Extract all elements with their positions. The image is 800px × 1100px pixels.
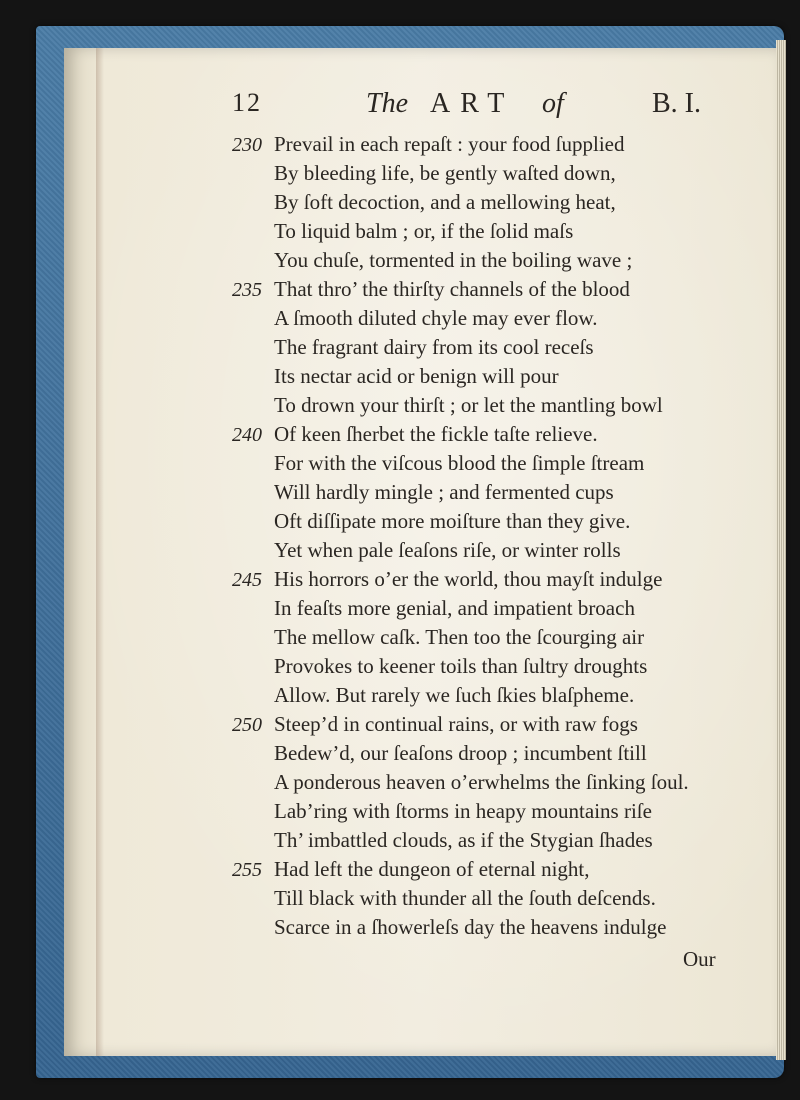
title-the: The — [366, 88, 408, 119]
line-text: Prevail in each repaſt : your food ſupplied — [274, 132, 625, 156]
title-art: ART — [430, 88, 515, 119]
line-text: By bleeding life, be gently waſted down, — [274, 161, 616, 185]
catchword: Our — [683, 947, 716, 971]
poem-line — [0, 248, 800, 277]
line-number: 250 — [232, 714, 262, 736]
line-text: By ſoft decoction, and a mellowing heat, — [274, 190, 616, 214]
line-text: Th’ imbattled clouds, as if the Stygian ſhades — [274, 828, 653, 852]
poem-line — [0, 625, 800, 654]
poem-line — [0, 219, 800, 248]
line-text: Yet when pale ſeaſons riſe, or winter rolls — [274, 538, 621, 562]
poem-line — [0, 799, 800, 828]
poem-line — [0, 509, 800, 538]
poem-line — [0, 306, 800, 335]
line-number: 255 — [232, 859, 262, 881]
poem-line — [0, 828, 800, 857]
line-text: Scarce in a ſhowerleſs day the heavens indulge — [274, 915, 667, 939]
poem-line — [0, 335, 800, 364]
poem-line — [0, 451, 800, 480]
line-text: Oft diſſipate more moiſture than they give. — [274, 509, 631, 533]
line-text: Steep’d in continual rains, or with raw fogs — [274, 712, 638, 736]
line-text: Allow. But rarely we ſuch ſkies blaſpheme. — [274, 683, 635, 707]
line-number: 240 — [232, 424, 262, 446]
line-text: For with the viſcous blood the ſimple ſtream — [274, 451, 645, 475]
poem-line — [0, 422, 800, 451]
poem-line — [0, 886, 800, 915]
poem-body — [0, 132, 800, 944]
line-text: Till black with thunder all the ſouth deſcends. — [274, 886, 656, 910]
poem-line — [0, 596, 800, 625]
poem-line — [0, 480, 800, 509]
line-text: To drown your thirſt ; or let the mantling bowl — [274, 393, 663, 417]
poem-line — [0, 654, 800, 683]
line-text: Will hardly mingle ; and fermented cups — [274, 480, 614, 504]
poem-line — [0, 712, 800, 741]
line-text: The fragrant dairy from its cool receſs — [274, 335, 594, 359]
line-text: That thro’ the thirſty channels of the blood — [274, 277, 630, 301]
poem-line — [0, 393, 800, 422]
line-text: Lab’ring with ſtorms in heapy mountains riſe — [274, 799, 652, 823]
line-number: 245 — [232, 569, 262, 591]
poem-line — [0, 190, 800, 219]
line-text: The mellow caſk. Then too the ſcourging air — [274, 625, 645, 649]
line-number: 235 — [232, 279, 262, 301]
line-text: You chuſe, tormented in the boiling wave ; — [274, 248, 633, 272]
poem-line — [0, 567, 800, 596]
poem-line — [0, 161, 800, 190]
page-number: 12 — [232, 88, 262, 117]
line-text: Its nectar acid or benign will pour — [274, 364, 559, 388]
line-text: Of keen ſherbet the fickle taſte relieve. — [274, 422, 598, 446]
running-head — [0, 88, 800, 124]
line-text: Provokes to keener toils than ſultry droughts — [274, 654, 648, 678]
poem-line — [0, 683, 800, 712]
title-of: of — [542, 88, 564, 119]
poem-line — [0, 915, 800, 944]
book-reference: B. I. — [652, 88, 701, 119]
poem-line — [0, 132, 800, 161]
line-text: A ponderous heaven o’erwhelms the ſinking ſoul. — [274, 770, 689, 794]
line-text: A ſmooth diluted chyle may ever flow. — [274, 306, 598, 330]
poem-line — [0, 277, 800, 306]
poem-line — [0, 741, 800, 770]
line-number: 230 — [232, 134, 262, 156]
line-text: Had left the dungeon of eternal night, — [274, 857, 590, 881]
line-text: His horrors o’er the world, thou mayſt indulge — [274, 567, 663, 591]
poem-line — [0, 364, 800, 393]
poem-line — [0, 770, 800, 799]
line-text: Bedew’d, our ſeaſons droop ; incumbent ſtill — [274, 741, 647, 765]
poem-line — [0, 538, 800, 567]
poem-line — [0, 857, 800, 886]
line-text: To liquid balm ; or, if the ſolid maſs — [274, 219, 574, 243]
line-text: In feaſts more genial, and impatient broach — [274, 596, 635, 620]
